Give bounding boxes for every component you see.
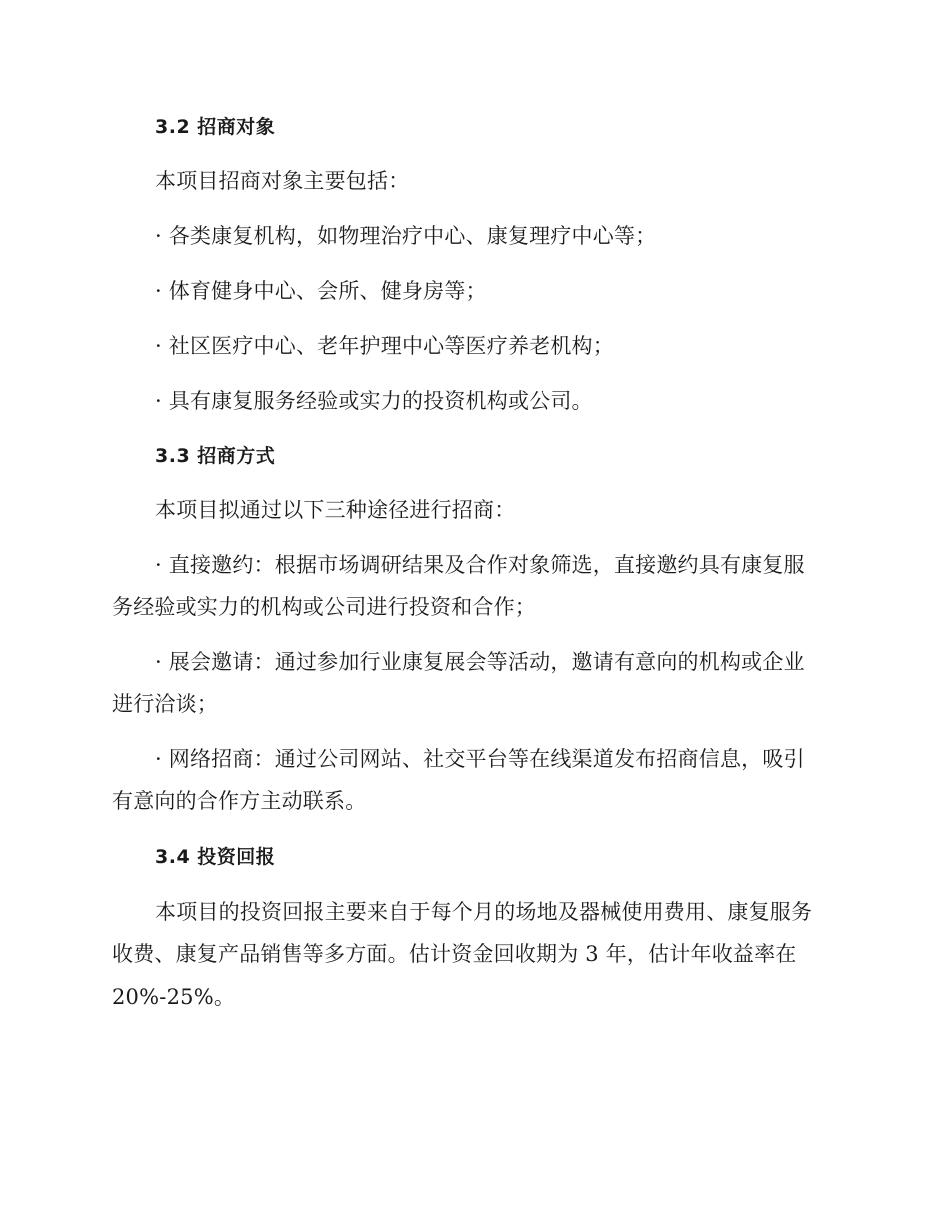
section-heading-3-2: 3.2 招商对象 bbox=[155, 116, 276, 138]
method-item-line: 进行洽谈； bbox=[112, 692, 218, 716]
bullet-item: · 各类康复机构，如物理治疗中心、康复理疗中心等； bbox=[155, 224, 657, 248]
paragraph-line: 收费、康复产品销售等多方面。估计资金回收期为 3 年，估计年收益率在 bbox=[112, 942, 797, 966]
section-3-2-intro: 本项目招商对象主要包括： bbox=[155, 169, 410, 193]
paragraph-line: 20%-25%。 bbox=[112, 985, 236, 1009]
bullet-item: · 社区医疗中心、老年护理中心等医疗养老机构； bbox=[155, 334, 614, 358]
method-item-line: 有意向的合作方主动联系。 bbox=[112, 789, 367, 813]
bullet-item: · 具有康复服务经验或实力的投资机构或公司。 bbox=[155, 389, 593, 413]
method-item-line: · 展会邀请：通过参加行业康复展会等活动，邀请有意向的机构或企业 bbox=[155, 650, 805, 674]
method-item-line: 务经验或实力的机构或公司进行投资和合作； bbox=[112, 595, 536, 619]
section-heading-3-4: 3.4 投资回报 bbox=[155, 846, 276, 868]
paragraph-line: 本项目的投资回报主要来自于每个月的场地及器械使用费用、康复服务 bbox=[155, 900, 813, 924]
bullet-item: · 体育健身中心、会所、健身房等； bbox=[155, 279, 487, 303]
section-heading-3-3: 3.3 招商方式 bbox=[155, 445, 276, 467]
section-3-3-intro: 本项目拟通过以下三种途径进行招商： bbox=[155, 498, 516, 522]
method-item-line: · 直接邀约：根据市场调研结果及合作对象筛选，直接邀约具有康复服 bbox=[155, 553, 805, 577]
method-item-line: · 网络招商：通过公司网站、社交平台等在线渠道发布招商信息，吸引 bbox=[155, 747, 805, 771]
